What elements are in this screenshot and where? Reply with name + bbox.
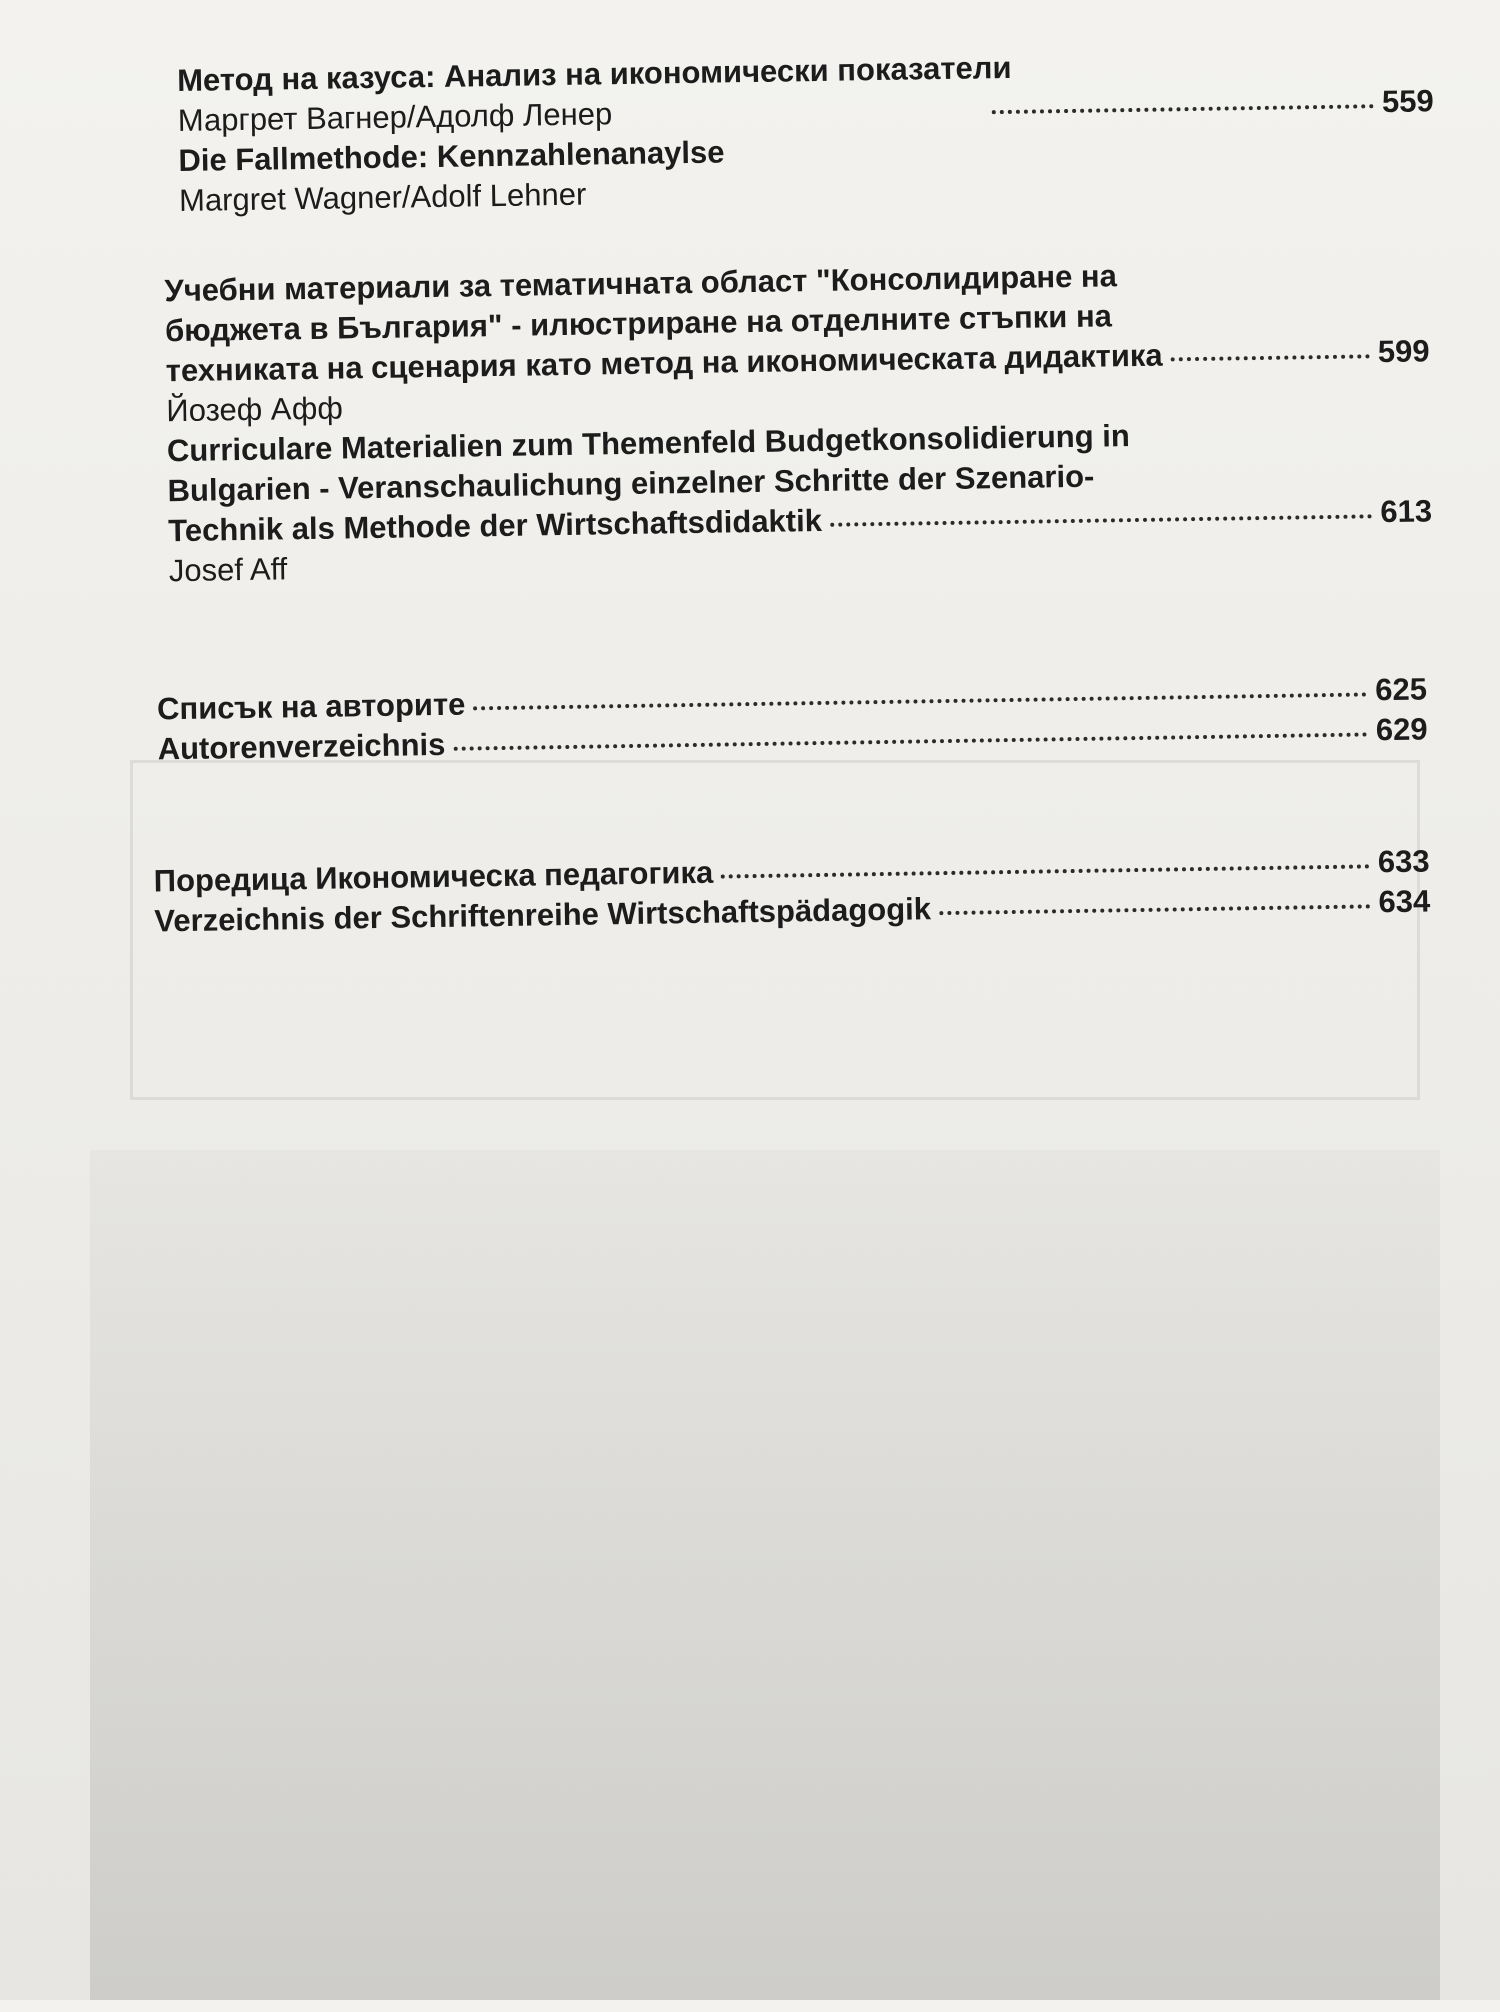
entry-title-bg: Списък на авторите (156, 686, 466, 727)
dot-leader (992, 98, 1374, 114)
dot-leader (453, 726, 1368, 750)
toc-entry-authors-list (157, 669, 1428, 769)
entry-author-bg: Маргрет Вагнер/Адолф Ленер (177, 96, 613, 139)
page-number: 629 (1375, 711, 1428, 748)
page-number: 625 (1374, 671, 1428, 708)
page-number: 613 (1380, 493, 1433, 530)
page-number: 599 (1377, 333, 1430, 370)
entry-title-bg-line3: техниката на сценария като метод на икономическата дидактика (165, 337, 1163, 389)
entry-title-de-line2: Bulgarien - Veranschaulichung einzelner Schritte der Szenario- (167, 458, 1095, 509)
dot-leader (473, 686, 1367, 710)
toc-entry-curricular-materials (164, 251, 1433, 591)
toc-entry-series (153, 841, 1430, 941)
toc-entry-case-method (177, 41, 1435, 221)
dot-leader (1171, 348, 1370, 361)
entry-title-de: Autorenverzeichnis (157, 726, 446, 767)
page-number: 633 (1377, 843, 1430, 880)
entry-title-de: Verzeichnis der Schriftenreihe Wirtschaftspädagogik (154, 891, 932, 939)
entry-title-bg-line1: Учебни материали за тематичната област "Консолидиране на (164, 258, 1118, 309)
entry-author-de: Margret Wagner/Adolf Lehner (178, 176, 587, 218)
entry-title-bg: Поредица Икономическа педагогика (153, 854, 714, 899)
entry-title-bg-line2: бюджета в България" - илюстриране на отделните стъпки на (164, 298, 1113, 349)
entry-title-bg: Метод на казуса: Анализ на икономически показатели (176, 49, 1012, 99)
entry-title-de-line1: Curriculare Materialien zum Themenfeld Budgetkonsolidierung in (166, 418, 1131, 469)
entry-author-de: Josef Aff (168, 551, 288, 589)
page-number: 559 (1381, 83, 1434, 120)
dot-leader (939, 898, 1371, 915)
page-number: 634 (1378, 883, 1431, 920)
entry-title-de: Die Fallmethode: Kennzahlenanaylse (178, 134, 725, 178)
entry-author-bg: Йозеф Афф (166, 390, 344, 429)
dot-leader (721, 858, 1370, 878)
dot-leader (830, 508, 1373, 527)
entry-title-de-line3: Technik als Methode der Wirtschaftsdidaktik (167, 502, 823, 549)
